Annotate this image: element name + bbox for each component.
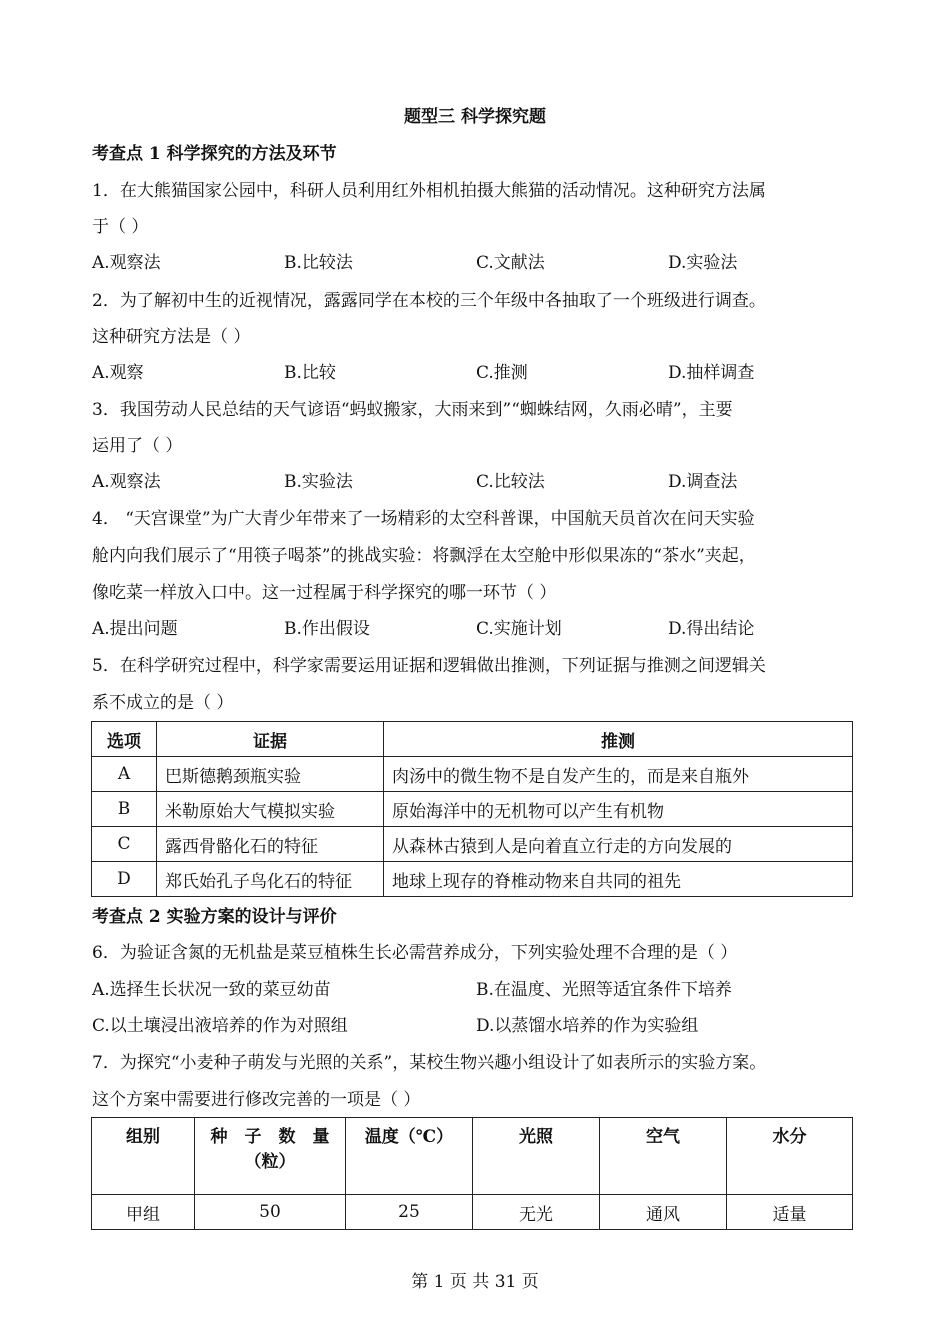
table-row xyxy=(92,1195,853,1230)
table-cell: A xyxy=(92,757,157,792)
option-a: A.观察法 xyxy=(92,253,161,273)
question-1-line-2: 于（ ） xyxy=(92,217,149,237)
header-air: 空气 xyxy=(600,1118,727,1195)
header-water: 水分 xyxy=(727,1118,853,1195)
table-cell: 郑氏始孔子鸟化石的特征 xyxy=(157,862,384,897)
header-temperature: 温度（℃） xyxy=(346,1118,473,1195)
header-light: 光照 xyxy=(473,1118,600,1195)
option-a: A.观察法 xyxy=(92,472,161,492)
header-option: 选项 xyxy=(92,722,157,757)
table-cell: D xyxy=(92,862,157,897)
question-3-line-1: 3．我国劳动人民总结的天气谚语“蚂蚁搬家，大雨来到”“蜘蛛结网，久雨必晴”，主要 xyxy=(92,400,733,420)
experiment-table xyxy=(91,1117,853,1230)
table-row xyxy=(92,792,853,827)
question-1-line-1: 1．在大熊猫国家公园中，科研人员利用红外相机拍摄大熊猫的活动情况。这种研究方法属 xyxy=(92,181,766,201)
table-header-row xyxy=(92,722,853,757)
table-cell: 25 xyxy=(346,1195,473,1230)
option-b: B.作出假设 xyxy=(284,619,370,639)
header-evidence: 证据 xyxy=(157,722,384,757)
section-heading-2: 考查点 2 实验方案的设计与评价 xyxy=(92,907,337,927)
question-6-options-row-1 xyxy=(92,975,862,999)
option-a: A.选择生长状况一致的菜豆幼苗 xyxy=(92,980,331,1000)
header-inference: 推测 xyxy=(384,722,853,757)
page-footer: 第 1 页 共 31 页 xyxy=(411,1272,539,1292)
header-seed-count: 种 子 数 量（粒） xyxy=(195,1118,346,1195)
option-a: A.观察 xyxy=(92,363,144,383)
table-cell: 肉汤中的微生物不是自发产生的，而是来自瓶外 xyxy=(384,757,853,792)
question-4-line-3: 像吃菜一样放入口中。这一过程属于科学探究的哪一环节（ ） xyxy=(92,583,557,603)
table-cell: 50 xyxy=(195,1195,346,1230)
table-header-row xyxy=(92,1118,853,1195)
table-cell: 从森林古猿到人是向着直立行走的方向发展的 xyxy=(384,827,853,862)
table-cell: 甲组 xyxy=(92,1195,195,1230)
table-cell: 地球上现存的脊椎动物来自共同的祖先 xyxy=(384,862,853,897)
option-c: C.比较法 xyxy=(476,472,545,492)
question-1-options xyxy=(92,248,862,272)
option-d: D.以蒸馏水培养的作为实验组 xyxy=(476,1016,699,1036)
table-cell: 通风 xyxy=(600,1195,727,1230)
question-7-line-2: 这个方案中需要进行修改完善的一项是（ ） xyxy=(92,1090,421,1110)
question-6-options-row-2 xyxy=(92,1011,862,1035)
option-c: C.推测 xyxy=(476,363,528,383)
table-cell: 无光 xyxy=(473,1195,600,1230)
table-row xyxy=(92,757,853,792)
header-group: 组别 xyxy=(92,1118,195,1195)
table-row xyxy=(92,827,853,862)
question-4-line-2: 舱内向我们展示了“用筷子喝茶”的挑战实验：将飘浮在太空舱中形似果冻的“茶水”夹起， xyxy=(92,546,756,566)
section-heading-1: 考查点 1 科学探究的方法及环节 xyxy=(92,144,337,164)
table-cell: 米勒原始大气模拟实验 xyxy=(157,792,384,827)
question-5-line-2: 系不成立的是（ ） xyxy=(92,693,234,713)
question-2-line-2: 这种研究方法是（ ） xyxy=(92,327,251,347)
question-4-line-1: 4． “天宫课堂”为广大青少年带来了一场精彩的太空科普课，中国航天员首次在问天实验 xyxy=(92,509,755,529)
question-5-line-1: 5．在科学研究过程中，科学家需要运用证据和逻辑做出推测，下列证据与推测之间逻辑关 xyxy=(92,656,766,676)
page-title: 题型三 科学探究题 xyxy=(404,107,546,127)
table-row xyxy=(92,862,853,897)
option-b: B.比较法 xyxy=(284,253,353,273)
option-c: C.以土壤浸出液培养的作为对照组 xyxy=(92,1016,348,1036)
option-a: A.提出问题 xyxy=(92,619,178,639)
option-d: D.调查法 xyxy=(668,472,738,492)
table-cell: C xyxy=(92,827,157,862)
option-d: D.得出结论 xyxy=(668,619,755,639)
option-d: D.实验法 xyxy=(668,253,738,273)
table-cell: 适量 xyxy=(727,1195,853,1230)
option-c: C.实施计划 xyxy=(476,619,562,639)
question-7-line-1: 7．为探究“小麦种子萌发与光照的关系”，某校生物兴趣小组设计了如表所示的实验方案。 xyxy=(92,1053,767,1073)
table-cell: 原始海洋中的无机物可以产生有机物 xyxy=(384,792,853,827)
table-cell: 露西骨骼化石的特征 xyxy=(157,827,384,862)
option-b: B.实验法 xyxy=(284,472,353,492)
option-b: B.在温度、光照等适宜条件下培养 xyxy=(476,980,732,1000)
question-6-line-1: 6．为验证含氮的无机盐是菜豆植株生长必需营养成分，下列实验处理不合理的是（ ） xyxy=(92,943,738,963)
question-3-line-2: 运用了（ ） xyxy=(92,436,183,456)
option-c: C.文献法 xyxy=(476,253,545,273)
evidence-table xyxy=(91,721,853,897)
question-3-options xyxy=(92,467,862,491)
question-2-line-1: 2．为了解初中生的近视情况，露露同学在本校的三个年级中各抽取了一个班级进行调查。 xyxy=(92,291,766,311)
option-b: B.比较 xyxy=(284,363,336,383)
table-cell: B xyxy=(92,792,157,827)
question-4-options xyxy=(92,614,862,638)
table-cell: 巴斯德鹅颈瓶实验 xyxy=(157,757,384,792)
question-2-options xyxy=(92,358,862,382)
option-d: D.抽样调查 xyxy=(668,363,755,383)
